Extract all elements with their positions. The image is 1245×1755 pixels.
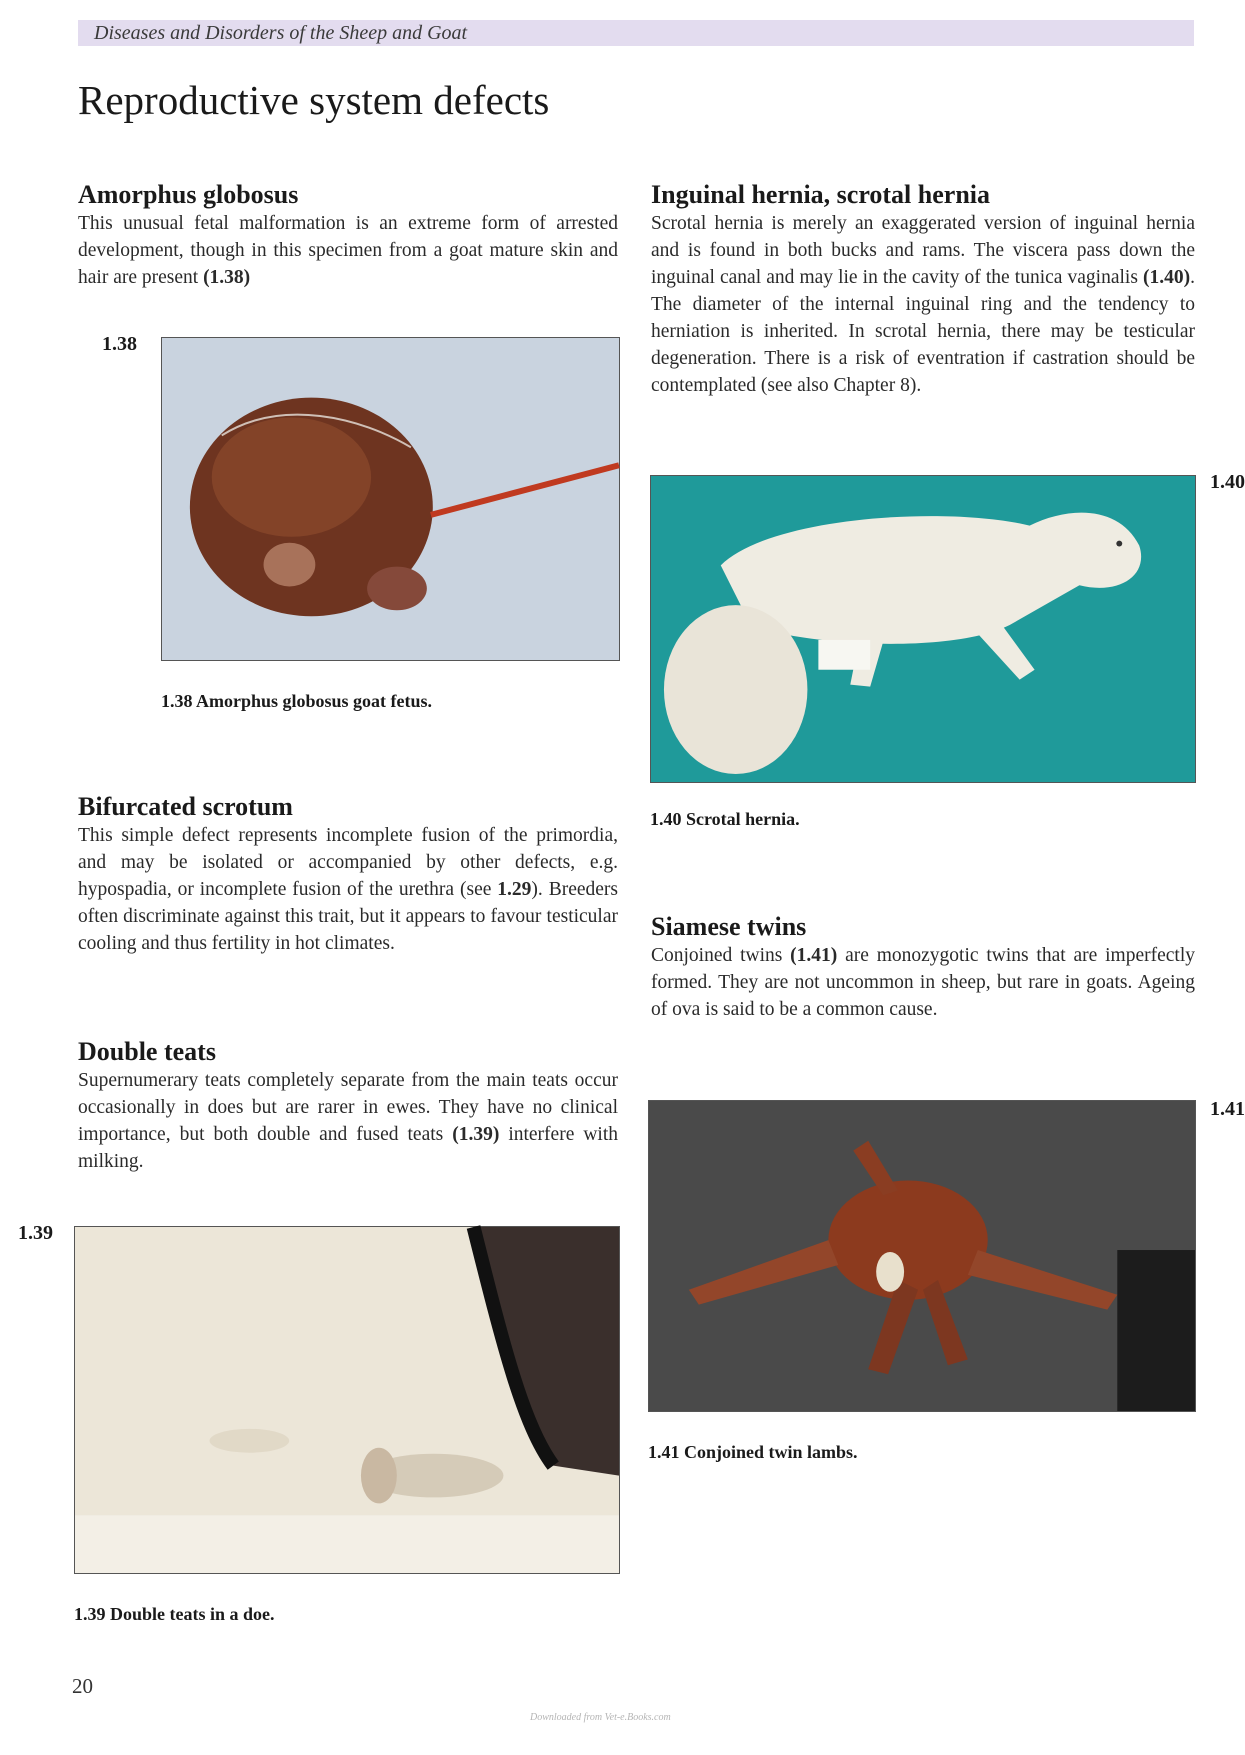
figure-number-141: 1.41 <box>1210 1098 1245 1120</box>
section-body: Scrotal hernia is merely an exaggerated version of inguinal hernia and is found in both bucks and rams. The viscera pass down the inguinal canal and may lie in the cavity of the tunica vaginalis (1.40). The diameter of the internal inguinal ring and the tendency to herniation is inherited. In scrotal hernia, there may be testicular degeneration. There is a risk of eventration if castration should be contemplated (see also Chapter 8). <box>651 213 1195 396</box>
figure-number-140: 1.40 <box>1210 471 1245 493</box>
section-heading: Double teats <box>78 1037 216 1066</box>
figure-reference: (1.38) <box>203 267 251 288</box>
section-heading: Inguinal hernia, scrotal hernia <box>651 180 991 209</box>
figure-reference: (1.40) <box>1143 267 1191 288</box>
figure-1-40-caption: 1.40 Scrotal hernia. <box>650 809 800 829</box>
figure-1-41-caption: 1.41 Conjoined twin lambs. <box>648 1442 858 1462</box>
figure-1-38-caption: 1.38 Amorphus globosus goat fetus. <box>161 691 433 711</box>
section-body: Supernumerary teats completely separate from the main teats occur occasionally in does but are rarer in ewes. They have no clinical importance, but both double and fused teats (1.39) interfere with milking. <box>78 1070 618 1172</box>
figure-reference: (1.39) <box>452 1124 500 1145</box>
section-body: This unusual fetal malformation is an extreme form of arrested development, though in this specimen from a goat mature skin and hair are present (1.38) <box>78 213 618 288</box>
figure-number-139: 1.39 <box>18 1222 53 1244</box>
section-body: Conjoined twins (1.41) are monozygotic twins that are imperfectly formed. They are not uncommon in sheep, but rare in goats. Ageing of ova is said to be a common cause. <box>651 945 1195 1020</box>
section-heading: Amorphus globosus <box>78 180 299 209</box>
section-siamese-twins <box>651 912 1195 1023</box>
figure-reference: 1.29 <box>497 879 532 900</box>
figure-1-39-photo <box>74 1226 620 1574</box>
section-bifurcated-scrotum <box>78 792 618 957</box>
running-header <box>78 20 1194 46</box>
figure-1-40-photo <box>650 475 1196 783</box>
figure-1-38-photo <box>161 337 620 661</box>
section-amorphus-globosus <box>78 180 618 291</box>
section-body: This simple defect represents incomplete fusion of the primordia, and may be isolated or accompanied by other defects, e.g. hypospadia, or incomplete fusion of the urethra (see 1.29). Breeders often discriminate against this trait, but it appears to favour testicular cooling and thus fertility in hot climates. <box>78 825 618 954</box>
figure-reference: (1.41) <box>790 945 838 966</box>
section-double-teats <box>78 1037 618 1175</box>
section-heading: Siamese twins <box>651 912 807 941</box>
watermark-text: Downloaded from Vet-e.Books.com <box>530 1712 671 1723</box>
section-heading: Bifurcated scrotum <box>78 792 293 821</box>
page-number: 20 <box>72 1674 93 1698</box>
figure-1-39-caption: 1.39 Double teats in a doe. <box>74 1604 275 1624</box>
figure-number-138: 1.38 <box>102 333 137 355</box>
figure-1-41-photo <box>648 1100 1196 1412</box>
section-inguinal-hernia <box>651 180 1195 399</box>
running-header-title: Diseases and Disorders of the Sheep and Goat <box>94 22 468 44</box>
page-title: Reproductive system defects <box>78 77 550 123</box>
